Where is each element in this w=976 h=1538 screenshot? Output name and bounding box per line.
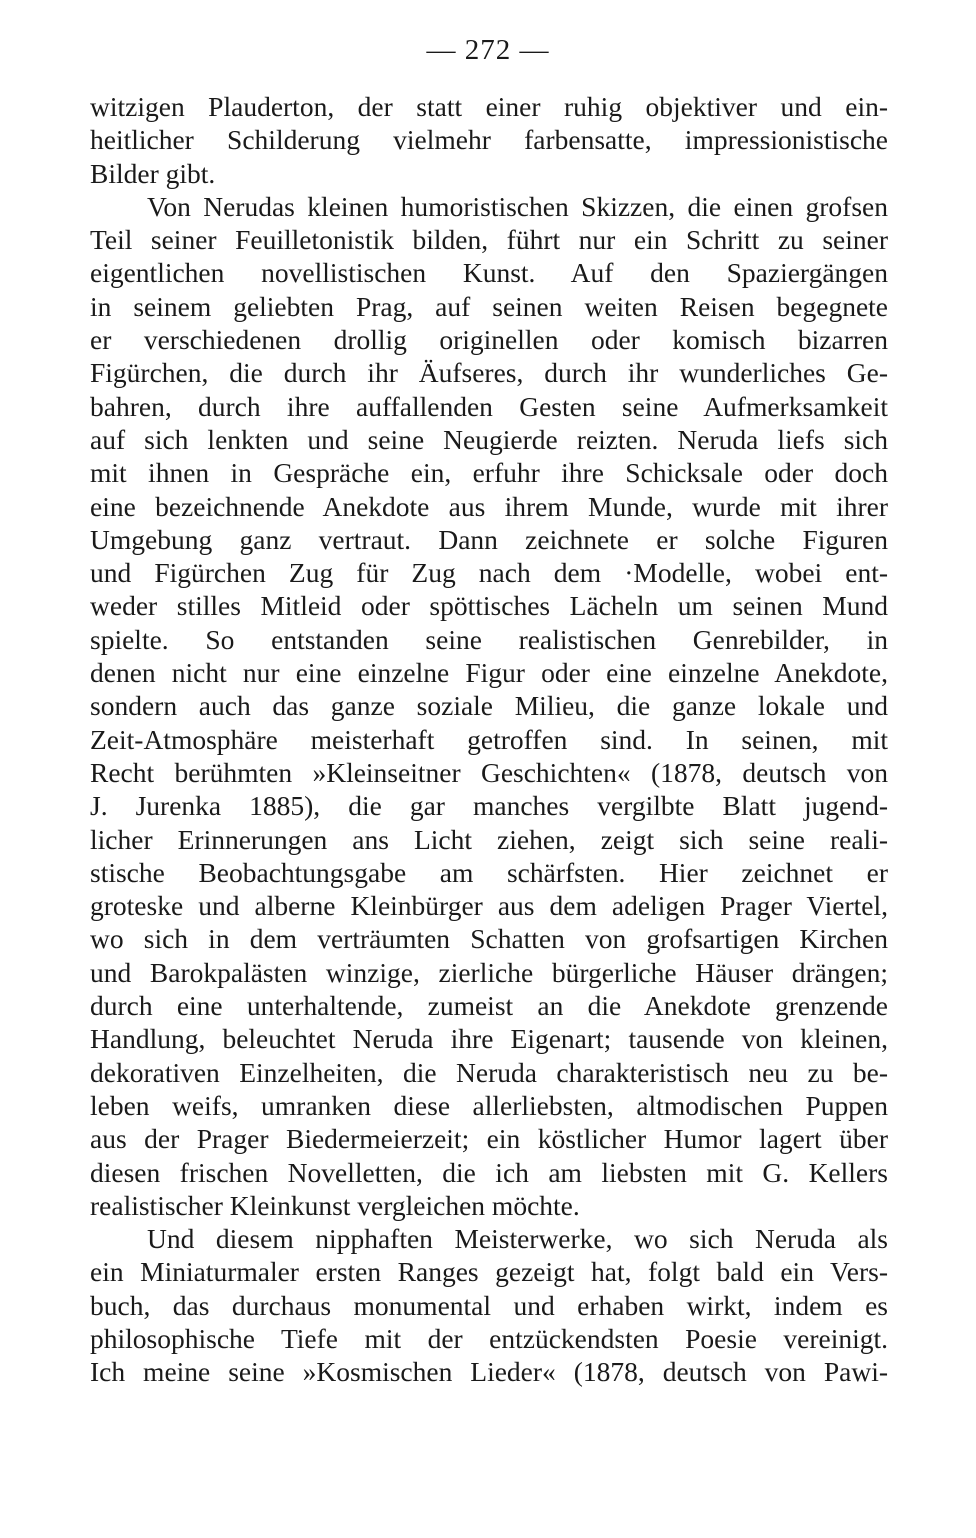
body-text: [90, 90, 888, 1389]
text-line: auf sich lenkten und seine Neugierde reizten. Neruda liefs sich: [90, 423, 888, 455]
text-line: weder stilles Mitleid oder spöttisches Lächeln um seinen Mund: [90, 590, 888, 622]
paragraph: [90, 190, 888, 1222]
text-line: in seinem geliebten Prag, auf seinen weiten Reisen begegnete: [90, 290, 888, 322]
paragraph: [90, 1222, 888, 1388]
text-line: Handlung, beleuchtet Neruda ihre Eigenart; tausende von kleinen,: [90, 1023, 888, 1055]
text-line: Figürchen, die durch ihr Äufseres, durch ihr wunderliches Ge-: [90, 357, 888, 389]
paragraph: [90, 90, 888, 190]
text-line: sondern auch das ganze soziale Milieu, die ganze lokale und: [90, 690, 888, 722]
text-line: Von Nerudas kleinen humoristischen Skizzen, die einen grofsen: [147, 190, 888, 222]
page-number: — 272 —: [426, 34, 550, 66]
text-line: bahren, durch ihre auffallenden Gesten seine Aufmerksamkeit: [90, 390, 888, 422]
text-line: buch, das durchaus monumental und erhaben wirkt, indem es: [90, 1289, 888, 1321]
text-line: Bilder gibt.: [90, 157, 216, 189]
text-line: groteske und alberne Kleinbürger aus dem adeligen Prager Viertel,: [90, 890, 888, 922]
text-line: eine bezeichnende Anekdote aus ihrem Munde, wurde mit ihrer: [90, 490, 888, 522]
text-line: Teil seiner Feuilletonistik bilden, führt nur ein Schritt zu seiner: [90, 224, 888, 256]
text-line: heitlicher Schilderung vielmehr farbensatte, impressionistische: [90, 124, 888, 156]
text-line: er verschiedenen drollig originellen oder komisch bizarren: [90, 324, 888, 356]
text-line: Umgebung ganz vertraut. Dann zeichnete er solche Figuren: [90, 523, 888, 555]
text-line: mit ihnen in Gespräche ein, erfuhr ihre Schicksale oder doch: [90, 457, 888, 489]
text-line: stische Beobachtungsgabe am schärfsten. Hier zeichnet er: [90, 856, 888, 888]
text-line: denen nicht nur eine einzelne Figur oder eine einzelne Anekdote,: [90, 657, 888, 689]
text-line: licher Erinnerungen ans Licht ziehen, zeigt sich seine reali-: [90, 823, 888, 855]
text-line: Ich meine seine »Kosmischen Lieder« (1878, deutsch von Pawi-: [90, 1356, 888, 1388]
text-line: diesen frischen Novelletten, die ich am liebsten mit G. Kellers: [90, 1156, 888, 1188]
text-line: aus der Prager Biedermeierzeit; ein köstlicher Humor lagert über: [90, 1123, 888, 1155]
text-line: und Barokpalästen winzige, zierliche bürgerliche Häuser drängen;: [90, 956, 888, 988]
text-line: und Figürchen Zug für Zug nach dem ·Modelle, wobei ent-: [90, 557, 888, 589]
text-line: Und diesem nipphaften Meisterwerke, wo sich Neruda als: [147, 1223, 888, 1255]
text-line: realistischer Kleinkunst vergleichen möchte.: [90, 1189, 580, 1221]
text-line: ein Miniaturmaler ersten Ranges gezeigt hat, folgt bald ein Vers-: [90, 1256, 888, 1288]
text-line: philosophische Tiefe mit der entzückendsten Poesie vereinigt.: [90, 1322, 888, 1354]
text-line: wo sich in dem verträumten Schatten von grofsartigen Kirchen: [90, 923, 888, 955]
text-line: Zeit-Atmosphäre meisterhaft getroffen sind. In seinen, mit: [90, 723, 888, 755]
text-line: J. Jurenka 1885), die gar manches vergilbte Blatt jugend-: [90, 790, 888, 822]
text-line: leben weifs, umranken diese allerliebsten, altmodischen Puppen: [90, 1089, 888, 1121]
text-line: dekorativen Einzelheiten, die Neruda charakteristisch neu zu be-: [90, 1056, 888, 1088]
text-line: eigentlichen novellistischen Kunst. Auf den Spaziergängen: [90, 257, 888, 289]
text-line: witzigen Plauderton, der statt einer ruhig objektiver und ein-: [90, 91, 888, 122]
text-line: spielte. So entstanden seine realistischen Genrebilder, in: [90, 623, 888, 655]
text-line: durch eine unterhaltende, zumeist an die Anekdote grenzende: [90, 990, 888, 1022]
text-line: Recht berühmten »Kleinseitner Geschichten« (1878, deutsch von: [90, 756, 888, 788]
